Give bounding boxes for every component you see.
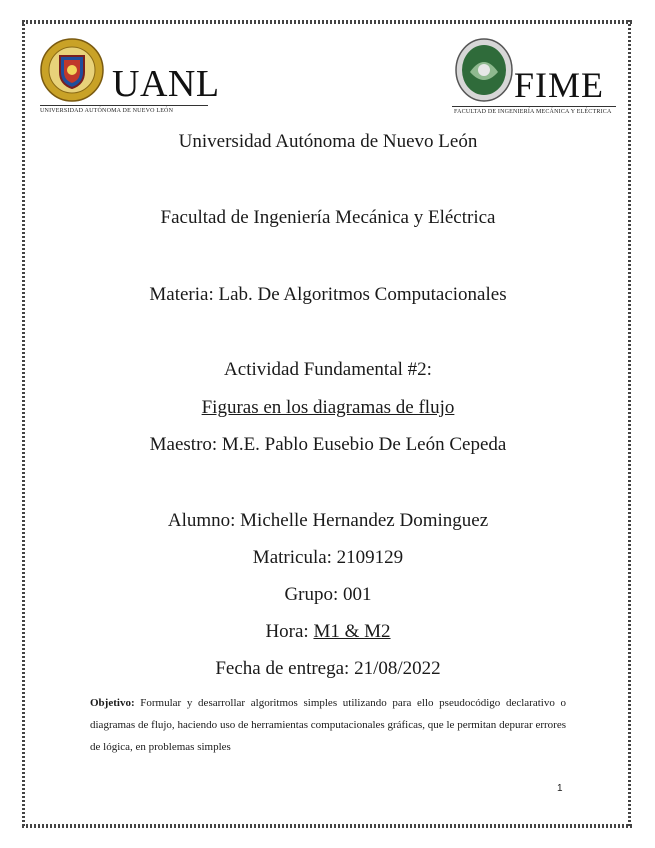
fime-caption: FACULTAD DE INGENIERÍA MECÁNICA Y ELÉCTRICA xyxy=(454,109,612,115)
teacher-line: Maestro: M.E. Pablo Eusebio De León Cepeda xyxy=(149,434,507,455)
fime-logo xyxy=(450,38,620,120)
activity-line: Actividad Fundamental #2: xyxy=(224,359,432,380)
hour-label: Hora: xyxy=(265,621,314,642)
fime-wordmark: FIME xyxy=(514,65,605,105)
faculty-name: Facultad de Ingeniería Mecánica y Eléctrica xyxy=(160,207,496,228)
objective-text: Formular y desarrollar algoritmos simples utilizando para ello pseudocódigo declarativo o diagramas de flujo, haciendo uso de herramientas computacionales gráficas, que le permitan depurar errores de lógica, en problemas simples xyxy=(90,697,566,753)
uanl-seal-icon xyxy=(40,38,104,102)
uanl-wordmark: UANL xyxy=(112,63,220,105)
group-line: Grupo: 001 xyxy=(284,584,372,605)
objective-label: Objetivo: xyxy=(90,697,135,709)
fime-rule xyxy=(452,106,616,107)
topic-text: Figuras en los diagramas de flujo xyxy=(201,397,455,418)
objective-paragraph xyxy=(90,692,566,758)
topic-line xyxy=(30,397,626,419)
page-number: 1 xyxy=(557,783,563,794)
fime-seal-icon xyxy=(454,38,514,102)
id-number-line: Matricula: 2109129 xyxy=(252,547,404,568)
page-border-right xyxy=(628,20,631,828)
hour-line xyxy=(30,621,626,643)
uanl-logo xyxy=(40,38,220,118)
university-name: Universidad Autónoma de Nuevo León xyxy=(178,131,478,152)
page-border-top xyxy=(22,20,633,24)
uanl-caption: UNIVERSIDAD AUTÓNOMA DE NUEVO LEÓN xyxy=(40,108,174,114)
page-border-left xyxy=(22,20,25,828)
uanl-rule xyxy=(40,105,208,106)
page-border-bottom xyxy=(22,824,633,828)
hour-value: M1 & M2 xyxy=(313,621,391,642)
student-line: Alumno: Michelle Hernandez Dominguez xyxy=(167,510,489,531)
due-date-line: Fecha de entrega: 21/08/2022 xyxy=(215,658,441,679)
subject-line: Materia: Lab. De Algoritmos Computacionales xyxy=(149,284,507,305)
